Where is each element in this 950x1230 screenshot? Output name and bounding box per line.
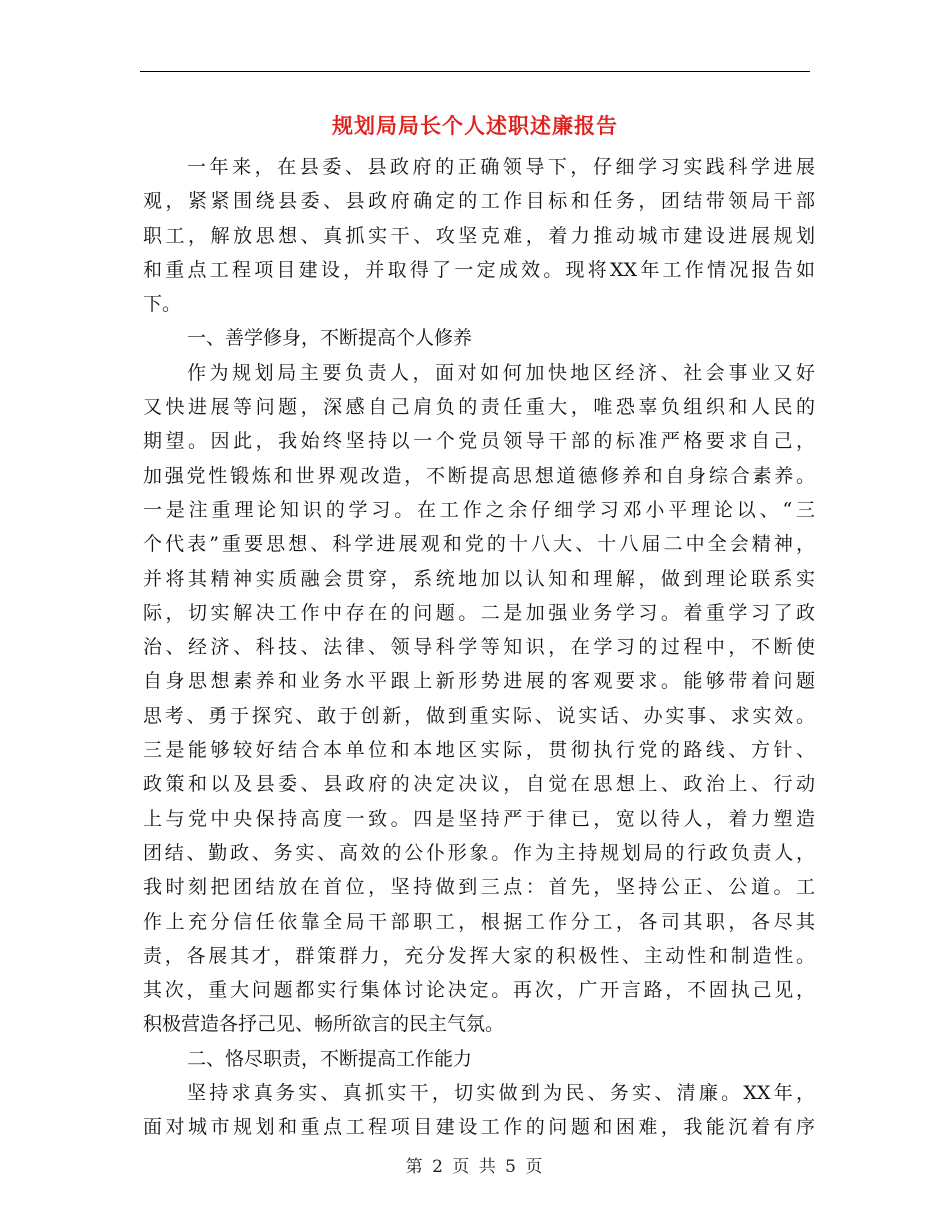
text-line: 作上充分信任依靠全局干部职工，根据工作分工，各司其职，各尽其 — [143, 910, 815, 933]
text-line: 一年来，在县委、县政府的正确领导下，仔细学习实践科学进展 — [187, 156, 815, 178]
text-line: 并将其精神实质融会贯穿，系统地加以认知和理解，做到理论联系实 — [143, 567, 815, 590]
text-line: 责，各展其才，群策群力，充分发挥大家的积极性、主动性和制造性。 — [143, 944, 815, 967]
text-line: 团结、勤政、务实、高效的公仆形象。作为主持规划局的行政负责人， — [143, 841, 815, 864]
text-line: 际，切实解决工作中存在的问题。二是加强业务学习。着重学习了政 — [143, 601, 815, 624]
text-line: 一是注重理论知识的学习。在工作之余仔细学习邓小平理论以、“三 — [143, 498, 815, 521]
text-line: 又快进展等问题，深感自己肩负的责任重大，唯恐辜负组织和人民的 — [143, 396, 815, 419]
text-line: 我时刻把团结放在首位，坚持做到三点：首先，坚持公正、公道。工 — [143, 876, 815, 899]
text-line: 其次，重大问题都实行集体讨论决定。再次，广开言路，不固执己见， — [143, 979, 815, 1002]
text-line: 思考、勇于探究、敢于创新，做到重实际、说实话、办实事、求实效。 — [143, 704, 815, 727]
text-line: 和重点工程项目建设，并取得了一定成效。现将XX年工作情况报告如 — [143, 258, 815, 281]
text-line: 作为规划局主要负责人，面对如何加快地区经济、社会事业又好 — [187, 361, 815, 384]
section-heading: 二、恪尽职责，不断提高工作能力 — [187, 1047, 473, 1070]
text-line: 坚持求真务实、真抓实干，切实做到为民、务实、清廉。XX年， — [187, 1082, 815, 1105]
text-line: 上与党中央保持高度一致。四是坚持严于律已，宽以待人，着力塑造 — [143, 807, 815, 830]
document-title: 规划局局长个人述职述廉报告 — [332, 113, 618, 138]
header-rule — [140, 71, 810, 72]
section-heading: 一、善学修身，不断提高个人修养 — [187, 327, 473, 350]
text-line: 观，紧紧围绕县委、县政府确定的工作目标和任务，团结带领局干部 — [143, 190, 815, 213]
text-line: 积极营造各抒己见、畅所欲言的民主气氛。 — [143, 1013, 505, 1036]
text-line: 三是能够较好结合本单位和本地区实际，贯彻执行党的路线、方针、 — [143, 739, 815, 762]
text-line: 职工，解放思想、真抓实干、攻坚克难，着力推动城市建设进展规划 — [143, 224, 815, 247]
page-number-footer: 第 2 页 共 5 页 — [405, 1157, 545, 1177]
text-line: 政策和以及县委、县政府的决定决议，自觉在思想上、政治上、行动 — [143, 773, 815, 796]
text-line: 下。 — [143, 293, 182, 316]
text-line: 治、经济、科技、法律、领导科学等知识，在学习的过程中，不断使 — [143, 636, 815, 659]
text-line: 加强党性锻炼和世界观改造，不断提高思想道德修养和自身综合素养。 — [143, 464, 815, 487]
document-body — [143, 150, 815, 1145]
text-line: 面对城市规划和重点工程项目建设工作的问题和困难，我能沉着有序 — [143, 1116, 815, 1139]
text-line: 个代表”重要思想、科学进展观和党的十八大、十八届二中全会精神， — [143, 533, 815, 556]
text-line: 期望。因此，我始终坚持以一个党员领导干部的标准严格要求自己， — [143, 430, 815, 453]
text-line: 自身思想素养和业务水平跟上新形势进展的客观要求。能够带着问题 — [143, 670, 815, 693]
